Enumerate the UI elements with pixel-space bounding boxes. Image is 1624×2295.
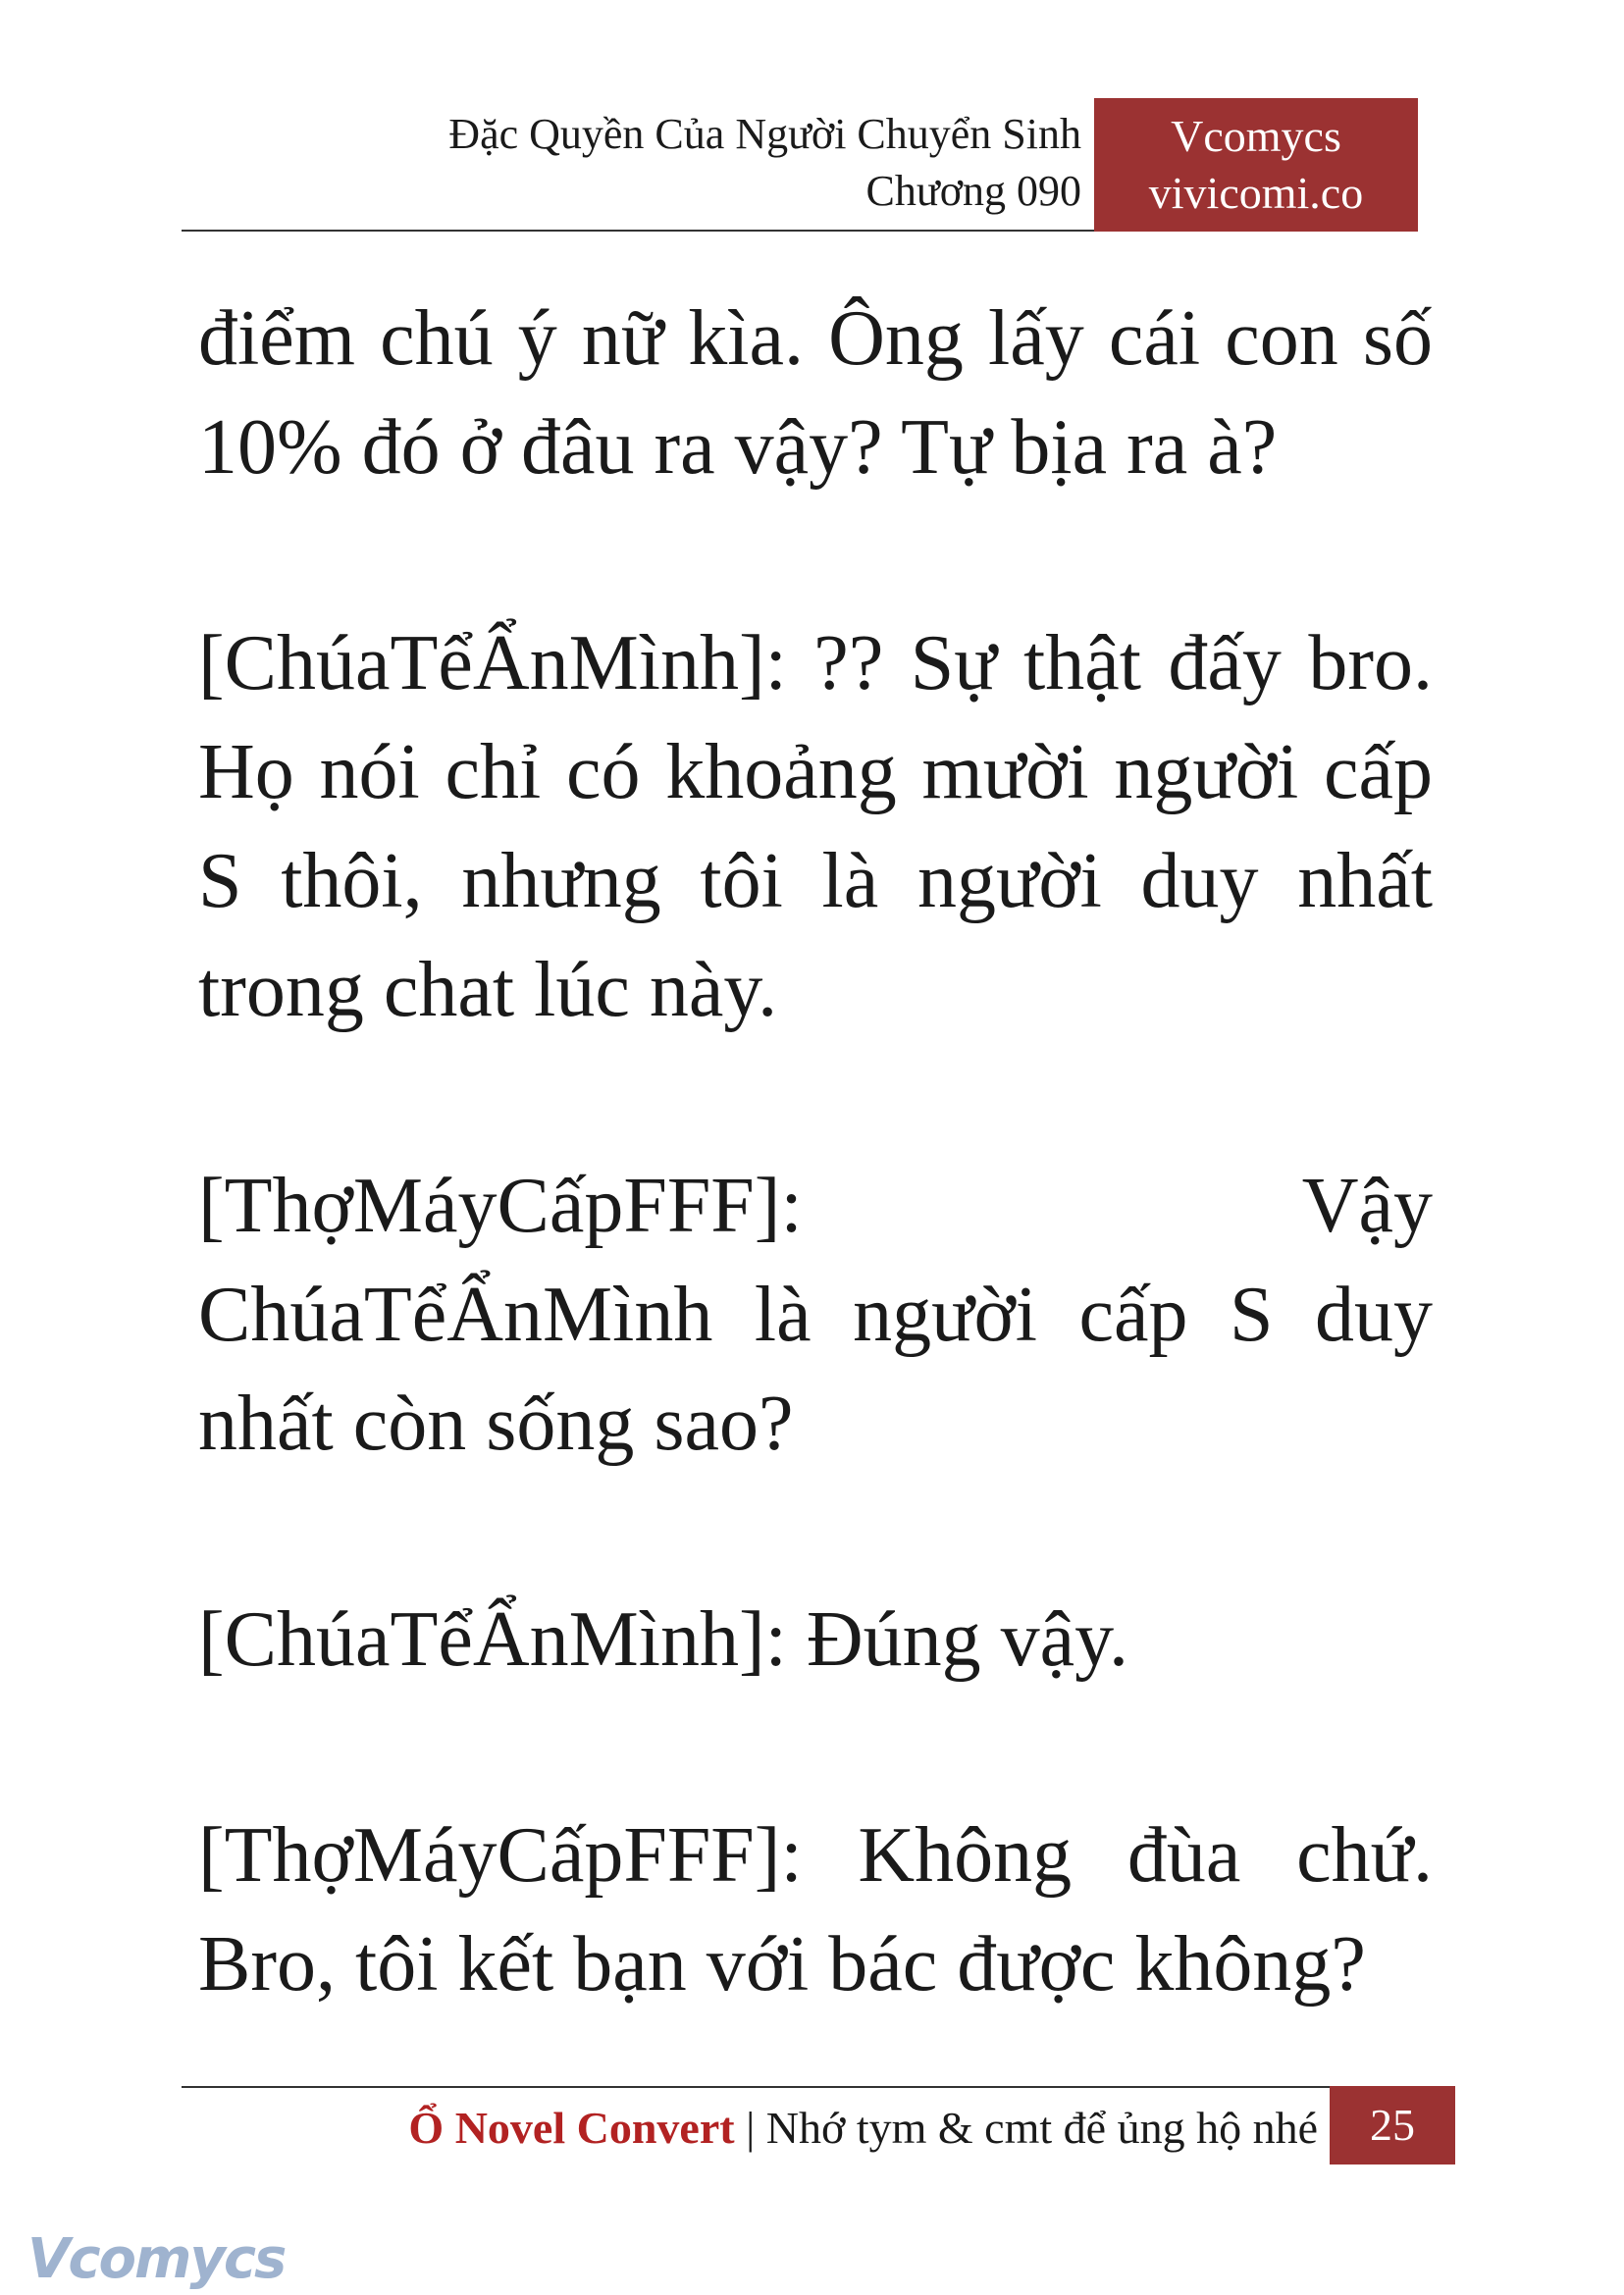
paragraph: [ThợMáyCấpFFF]: Không đùa chứ. Bro, tôi kết bạn với bác được không? (198, 1812, 1433, 2008)
chapter-text (198, 285, 1433, 2019)
paragraph: [ChúaTểẨnMình]: ?? Sự thật đấy bro. Họ nói chỉ có khoảng mười người cấp S thôi, nhưng tôi là người duy nhất trong chat lúc này. (198, 620, 1433, 1033)
footer-note: Nhớ tym & cmt để ủng hộ nhé (765, 2103, 1318, 2153)
footer-divider (182, 2086, 1330, 2088)
book-title: Đặc Quyền Của Người Chuyển Sinh (448, 110, 1081, 158)
site-badge-url: vivicomi.co (1148, 168, 1364, 218)
page-number: 25 (1330, 2086, 1455, 2165)
page-footer (182, 2086, 1455, 2166)
paragraph: [ThợMáyCấpFFF]: Vậy ChúaTểẨnMình là người cấp S duy nhất còn sống sao? (198, 1163, 1433, 1467)
site-badge (1094, 98, 1418, 232)
watermark-logo: Vcomycs (27, 2227, 286, 2291)
chapter-label: Chương 090 (865, 167, 1081, 215)
footer-separator: | (734, 2103, 766, 2153)
paragraph: điểm chú ý nữ kìa. Ông lấy cái con số 10% đó ở đâu ra vậy? Tự bịa ra à? (198, 295, 1433, 491)
header-titles (448, 106, 1081, 220)
paragraph: [ChúaTểẨnMình]: Đúng vậy. (198, 1596, 1128, 1683)
header-divider (182, 230, 1094, 232)
footer-text (408, 2100, 1318, 2157)
page-header (182, 98, 1418, 232)
footer-brand: Ổ Novel Convert (408, 2103, 735, 2153)
site-badge-name: Vcomycs (1171, 111, 1341, 161)
